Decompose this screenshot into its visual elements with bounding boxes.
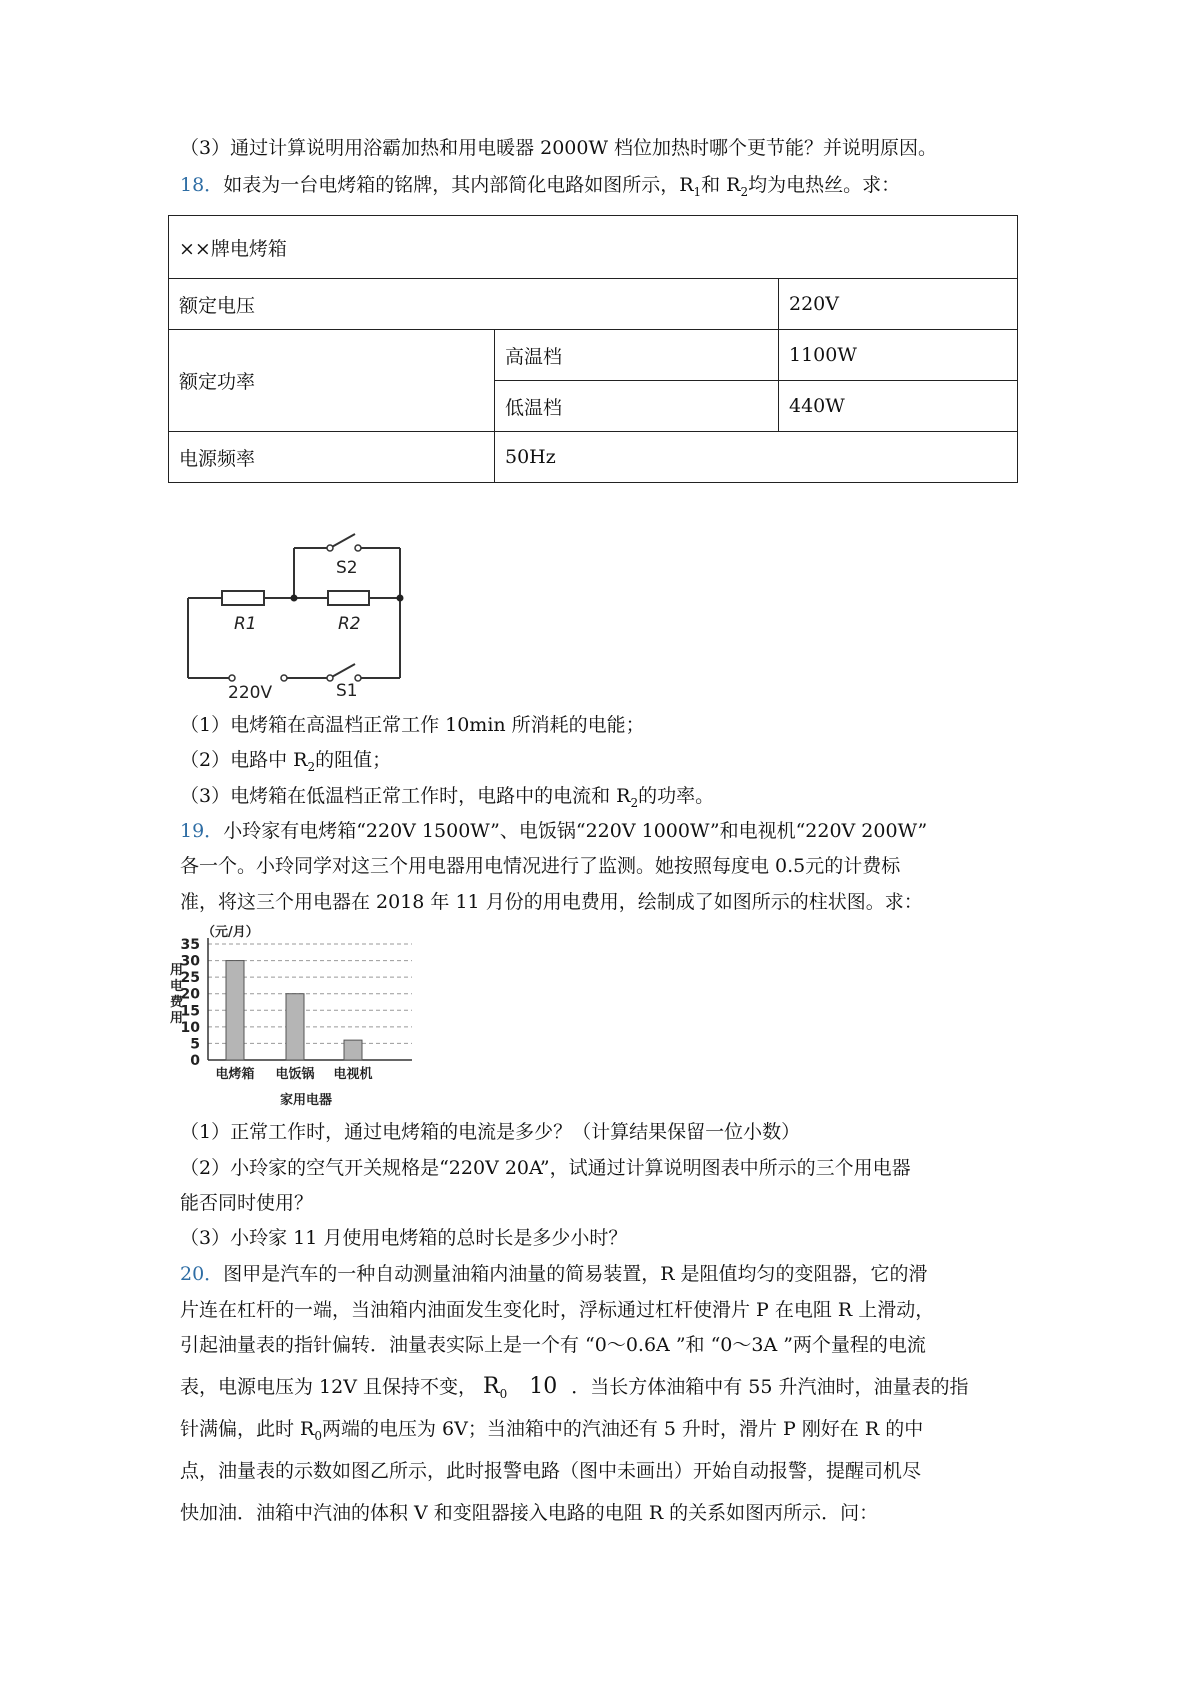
q18-part3-a: （3）电烤箱在低温档正常工作时，电路中的电流和 R	[180, 785, 631, 807]
q19-text-a: 小玲家有电烤箱“220V 1500W”、电饭锅“220V 1000W”和电视机“220V 200W”	[223, 820, 928, 842]
label-s2: S2	[336, 558, 358, 578]
q18-sub2: 2	[740, 185, 749, 199]
q20-line2: 片连在杠杆的一端，当油箱内油面发生变化时，浮标通过杠杆使滑片 P 在电阻 R 上滑动，	[180, 1299, 935, 1321]
q20-text-a: 图甲是汽车的一种自动测量油箱内油量的简易装置，R 是阻值均匀的变阻器，它的滑	[223, 1263, 928, 1285]
high-gear-value: 1100W	[779, 330, 1018, 381]
label-r1: R1	[234, 614, 257, 634]
q19-part2-a: （2）小玲家的空气开关规格是“220V 20A”，试通过计算说明图表中所示的三个用电器	[180, 1157, 911, 1179]
chart-y-tick-label: 35	[180, 937, 200, 953]
chart-x-tick-label: 电饭锅	[275, 1067, 315, 1082]
table-row	[169, 279, 1018, 330]
q20-line1	[180, 1261, 928, 1287]
resistor-r1	[222, 591, 264, 605]
q18-part2	[180, 747, 391, 780]
q20-line5-b: 两端的电压为 6V；当油箱中的汽油还有 5 升时，滑片 P 刚好在 R 的中	[322, 1418, 924, 1440]
nameplate-table	[168, 215, 1018, 483]
chart-y-tick-label: 10	[180, 1019, 200, 1036]
table-row	[169, 432, 1018, 483]
chart-y-tick-label: 5	[190, 1036, 200, 1053]
chart-x-tick-label: 电烤箱	[215, 1067, 255, 1082]
resistor-r2	[328, 591, 369, 605]
q20-line5-sub: 0	[314, 1429, 322, 1443]
q18-part3	[180, 783, 714, 816]
q20-r0-sub: 0	[499, 1387, 508, 1401]
q18-sub1: 1	[693, 185, 702, 199]
q19-part1: （1）正常工作时，通过电烤箱的电流是多少？（计算结果保留一位小数）	[180, 1121, 801, 1143]
q17-part3: （3）通过计算说明用浴霸加热和用电暖器 2000W 档位加热时哪个更节能？并说明原因。	[180, 137, 938, 159]
q19-line2: 各一个。小玲同学对这三个用电器用电情况进行了监测。她按照每度电 0.5元的计费标	[180, 855, 901, 877]
q20-line4-b: ．当长方体油箱中有 55 升汽油时，油量表的指	[571, 1376, 969, 1398]
terminal-right	[281, 675, 287, 681]
rated-power-label: 额定功率	[169, 330, 495, 432]
q18-text-c: 均为电热丝。求：	[748, 174, 901, 196]
q18-part2-sub: 2	[307, 760, 316, 774]
q18-heading	[180, 172, 900, 205]
q18-part3-b: 的功率。	[638, 785, 715, 807]
rated-voltage-value: 220V	[779, 279, 1018, 330]
label-s1: S1	[336, 681, 358, 698]
chart-y-label-char: 用	[170, 963, 184, 978]
label-r2: R2	[338, 614, 361, 634]
table-title: ××牌电烤箱	[169, 216, 1018, 279]
label-220v: 220V	[228, 683, 273, 698]
q20-line4	[180, 1374, 968, 1407]
circuit-diagram	[170, 528, 420, 698]
q19-number: 19．	[180, 820, 224, 842]
q20-line3: 引起油量表的指针偏转．油量表实际上是一个有 “0～0.6A ”和 “0～3A ”两个量程的电流	[180, 1334, 926, 1356]
chart-y-tick-label: 25	[180, 970, 200, 987]
chart-unit-label: （元/月）	[202, 925, 259, 940]
chart-bar	[226, 961, 244, 1060]
table-row	[169, 216, 1018, 279]
q20-line5-a: 针满偏，此时 R	[180, 1418, 315, 1440]
q20-line6: 点，油量表的示数如图乙所示，此时报警电路（图中未画出）开始自动报警，提醒司机尽	[180, 1460, 922, 1482]
chart-y-tick-label: 15	[180, 1003, 200, 1020]
bar-chart	[170, 922, 420, 1112]
low-gear-value: 440W	[779, 381, 1018, 432]
q18-number: 18．	[180, 174, 224, 196]
q18-part1: （1）电烤箱在高温档正常工作 10min 所消耗的电能；	[180, 714, 645, 736]
q20-r0-symbol: R	[482, 1374, 500, 1399]
frequency-label: 电源频率	[169, 432, 495, 483]
q20-r0-value: 10	[529, 1374, 558, 1399]
chart-bar	[286, 994, 304, 1060]
chart-y-label-char: 电	[170, 979, 184, 994]
table-row	[169, 330, 1018, 381]
high-gear-label: 高温档	[495, 330, 779, 381]
q19-part3: （3）小玲家 11 月使用电烤箱的总时长是多少小时？	[180, 1227, 628, 1249]
chart-y-tick-label: 30	[180, 953, 200, 970]
switch-s1-contact	[327, 675, 333, 681]
chart-y-tick-label: 20	[180, 986, 200, 1003]
q18-part2-a: （2）电路中 R	[180, 749, 308, 771]
chart-y-label-char: 用	[170, 1011, 184, 1026]
q19-line3: 准，将这三个用电器在 2018 年 11 月份的用电费用，绘制成了如图所示的柱状图。求：	[180, 891, 923, 913]
q18-text-b: 和 R	[701, 174, 741, 196]
terminal-left	[229, 675, 235, 681]
q18-part3-sub: 2	[630, 796, 639, 810]
q20-number: 20．	[180, 1263, 224, 1285]
q20-line5	[180, 1416, 923, 1449]
chart-bar	[344, 1040, 362, 1060]
low-gear-label: 低温档	[495, 381, 779, 432]
q19-part2-b: 能否同时使用？	[180, 1192, 314, 1214]
chart-x-axis-label: 家用电器	[280, 1093, 333, 1108]
switch-s2-contact	[327, 545, 333, 551]
q18-text-a: 如表为一台电烤箱的铭牌，其内部简化电路如图所示，R	[223, 174, 694, 196]
rated-voltage-label: 额定电压	[169, 279, 779, 330]
chart-x-tick-label: 电视机	[333, 1067, 373, 1082]
q19-line1	[180, 818, 927, 844]
q20-line7: 快加油．油箱中汽油的体积 V 和变阻器接入电路的电阻 R 的关系如图丙所示．问：	[180, 1502, 879, 1524]
frequency-value: 50Hz	[495, 432, 1018, 483]
q18-part2-b: 的阻值；	[315, 749, 392, 771]
q20-line4-a: 表，电源电压为 12V 且保持不变，	[180, 1376, 477, 1398]
chart-y-tick-label: 0	[190, 1053, 200, 1069]
chart-y-label-char: 费	[170, 995, 184, 1010]
